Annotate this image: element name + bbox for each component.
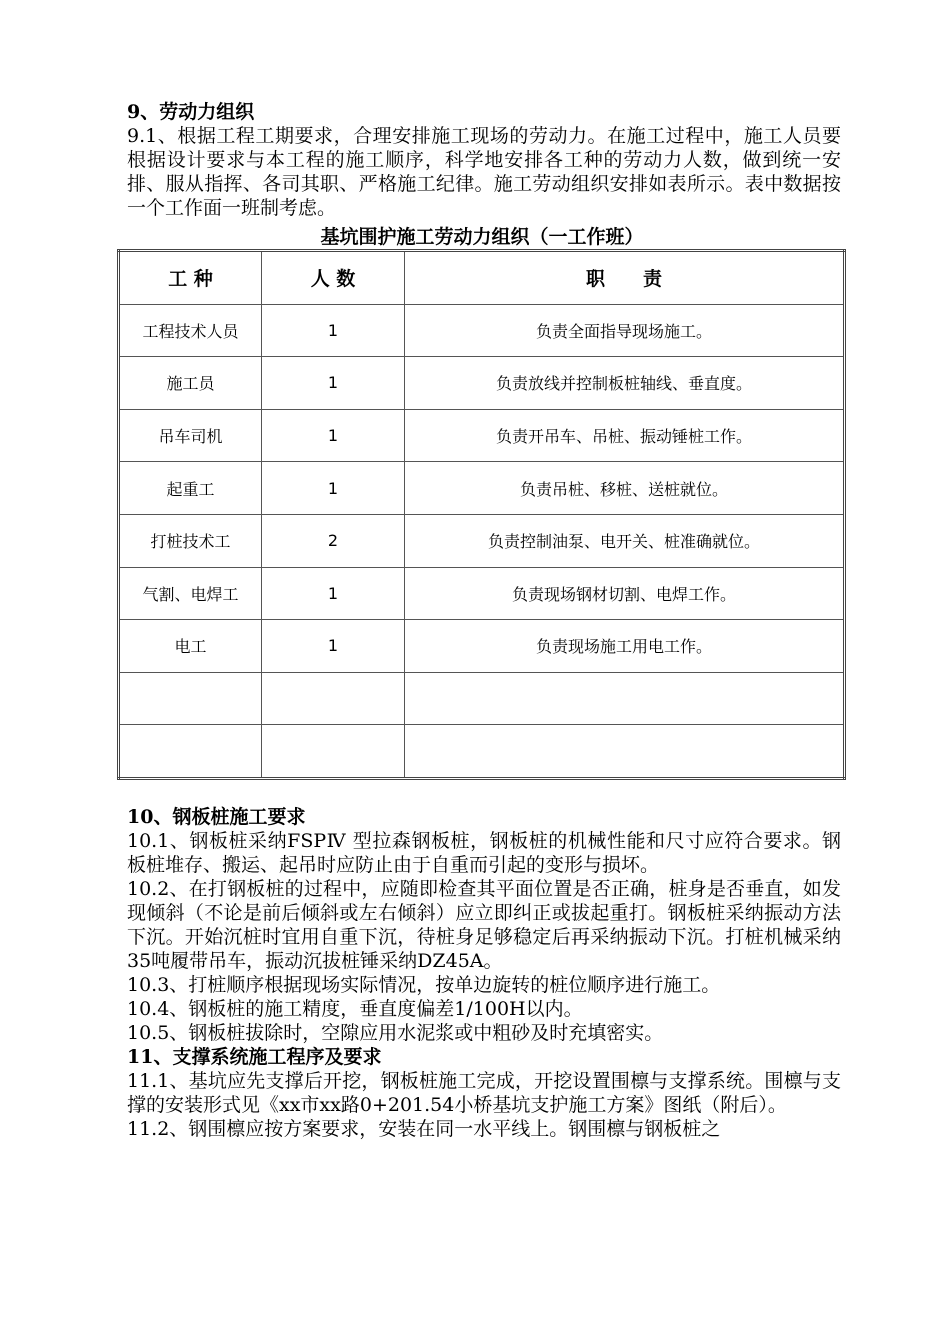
table-row xyxy=(119,620,845,673)
header-count: 人 数 xyxy=(262,251,405,305)
section-11-paragraph-1: 11.1、基坑应先支撑后开挖，钢板桩施工完成，开挖设置围檩与支撑系统。围檩与支撑的安装形式见《xx市xx路0+201.54小桥基坑支护施工方案》图纸（附后）。 xyxy=(127,1070,841,1116)
cell-duty: 负责现场钢材切割、电焊工作。 xyxy=(405,567,845,620)
section-11-heading: 11、支撑系统施工程序及要求 xyxy=(127,1046,382,1068)
cell-trade: 起重工 xyxy=(119,462,262,515)
table-header-row xyxy=(119,251,845,305)
section-10-11 xyxy=(127,805,841,1141)
cell-trade: 吊车司机 xyxy=(119,409,262,462)
cell-duty: 负责全面指导现场施工。 xyxy=(405,304,845,357)
section-9 xyxy=(127,100,841,220)
table-row xyxy=(119,304,845,357)
cell-trade: 气割、电焊工 xyxy=(119,567,262,620)
cell-duty: 负责控制油泵、电开关、桩准确就位。 xyxy=(405,514,845,567)
table-title: 基坑围护施工劳动力组织（一工作班） xyxy=(320,226,644,248)
table-row xyxy=(119,514,845,567)
table-row xyxy=(119,567,845,620)
cell-empty xyxy=(405,725,845,779)
table-row xyxy=(119,462,845,515)
cell-count: 1 xyxy=(262,462,405,515)
cell-duty: 负责现场施工用电工作。 xyxy=(405,620,845,673)
table-row xyxy=(119,357,845,410)
cell-count: 1 xyxy=(262,620,405,673)
cell-count: 1 xyxy=(262,357,405,410)
section-10-paragraph-2: 10.2、在打钢板桩的过程中，应随即检查其平面位置是否正确，桩身是否垂直，如发现倾斜（不论是前后倾斜或左右倾斜）应立即纠正或拔起重打。钢板桩采纳振动方法下沉。开始沉桩时宜用自重下沉，待桩身足够稳定后再采纳振动下沉。打桩机械采纳35吨履带吊车，振动沉拔桩锤采纳DZ45A。 xyxy=(127,878,841,972)
cell-count: 2 xyxy=(262,514,405,567)
cell-trade: 打桩技术工 xyxy=(119,514,262,567)
section-10-paragraph-5: 10.5、钢板桩拔除时，空隙应用水泥浆或中粗砂及时充填密实。 xyxy=(127,1022,664,1044)
cell-empty xyxy=(119,725,262,779)
cell-empty xyxy=(119,672,262,725)
table-row xyxy=(119,409,845,462)
cell-empty xyxy=(262,725,405,779)
table-row-empty xyxy=(119,725,845,779)
table-row-empty xyxy=(119,672,845,725)
cell-trade: 施工员 xyxy=(119,357,262,410)
section-10-paragraph-3: 10.3、打桩顺序根据现场实际情况，按单边旋转的桩位顺序进行施工。 xyxy=(127,974,721,996)
header-duty: 职 责 xyxy=(405,251,845,305)
cell-trade: 电工 xyxy=(119,620,262,673)
cell-trade: 工程技术人员 xyxy=(119,304,262,357)
cell-duty: 负责开吊车、吊桩、振动锤桩工作。 xyxy=(405,409,845,462)
cell-empty xyxy=(405,672,845,725)
section-10-heading: 10、钢板桩施工要求 xyxy=(127,806,306,828)
labor-table xyxy=(117,249,846,780)
cell-empty xyxy=(262,672,405,725)
section-10-paragraph-4: 10.4、钢板桩的施工精度，垂直度偏差1/100H以内。 xyxy=(127,998,583,1020)
cell-count: 1 xyxy=(262,409,405,462)
section-10-paragraph-1: 10.1、钢板桩采纳FSPⅣ 型拉森钢板桩，钢板桩的机械性能和尺寸应符合要求。钢板桩堆存、搬运、起吊时应防止由于自重而引起的变形与损坏。 xyxy=(127,830,841,876)
cell-count: 1 xyxy=(262,304,405,357)
header-trade: 工 种 xyxy=(119,251,262,305)
cell-duty: 负责吊桩、移桩、送桩就位。 xyxy=(405,462,845,515)
cell-duty: 负责放线并控制板桩轴线、垂直度。 xyxy=(405,357,845,410)
section-11-paragraph-2: 11.2、钢围檩应按方案要求，安装在同一水平线上。钢围檩与钢板桩之 xyxy=(127,1118,721,1140)
cell-count: 1 xyxy=(262,567,405,620)
section-9-paragraph: 9.1、根据工程工期要求，合理安排施工现场的劳动力。在施工过程中，施工人员要根据设计要求与本工程的施工顺序，科学地安排各工种的劳动力人数，做到统一安排、服从指挥、各司其职、严格施工纪律。施工劳动组织安排如表所示。表中数据按一个工作面一班制考虑。 xyxy=(127,125,841,219)
section-9-heading: 9、劳动力组织 xyxy=(127,101,255,123)
